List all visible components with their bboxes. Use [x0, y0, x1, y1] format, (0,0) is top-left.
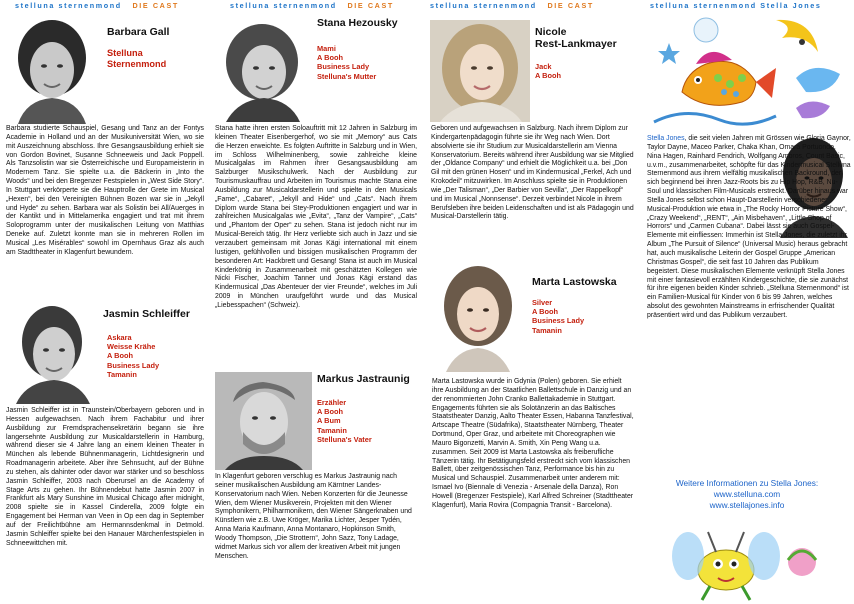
markus-jastraunig-roles — [317, 398, 372, 444]
role-item: A Booh — [532, 307, 558, 317]
barbara-gall-bio: Barbara studierte Schauspiel, Gesang und Tanz an der Fontys Academie in Holland und an der Musikuniversität Wien, wo sie mit Auszeichnung abschloss. Ihre Gesangsausbildung erhielt sie von Gordon Bovinet, Susanne Schneeweis und Jack Poppell. Als Tanzsolistin war sie Österreichische und Europameisterin in Modernem Tanz. Sie spielte u.a. die Bäckerin in „Into the Woods“ und bei den Bregenzer Festspielen in „West Side Story“. In Stuttgart verkörperte sie die Hauptrolle der Grete im Musical „Hexen“, bei den Vereinigten Bühnen Bozen war sie in „Jekyll und Hyde“ zu sehen. Barbara war als Solistin bei All/Auerges in der Kantikt und in Mittelamerika engagiert und trat mit ihrem Soloprogramm unter der musikalischen Leitung von Matthias Deneke auf. Zuletzt konnte man sie in mehreren Rollen im Musical „Les Misérables“ sowohl im Opernhaus Graz als auch am Stadttheater in Klagenfurt bewundern. — [6, 125, 204, 256]
role-item: A Bum — [317, 416, 341, 426]
role-item: Stelluna's Vater — [317, 434, 372, 444]
marta-lastowska-bio: Marta Lastowska wurde in Gdynia (Polen) geboren. Sie erhielt ihre Ausbildung an der Staatlichen Ballettschule in Danzig und an der renommierten John Cranko Ballettakademie in Stuttgart. Engagements führten sie als Solotänzerin an das Baltisches Staatstheater Danzig, Aalto Theater Essen, Habanna Tanzfestival, Artscape Theatre (Südafrika), Staatstheater Nürnberg, Theater Dortmund, Oper Graz, und arbeitete mit Choreographen wie Mauro Bigonzetti, Marvin A. Smith, Xin Peng Wang u.a. zusammen. Seit 2009 ist Marta Lastowska als freiberufliche Tänzerin tätig. Ihr Betätigungsfeld erstreckt sich vom klassischen Ballett, über zeitgenössischen Tanz, Performance bis hin zu Musical und Schauspiel. Zusammenarbeit unter anderem mit: Ismael Ivo (Biennale di Venezia - Arsenale della Danza), Ron Howell (Bregenzer Festspiele), Karl Alfred Schreiner (Stadttheater Klagenfurt), Maria Rovira (Compagnia Transit - Barcelona). — [432, 378, 634, 509]
column-header — [15, 1, 179, 10]
role-item: A Booh — [317, 53, 343, 63]
role-item: Sternenmond — [107, 59, 167, 69]
section-label: DIE CAST — [347, 1, 394, 10]
role-item: Tamanin — [532, 325, 562, 335]
stana-hezousky-roles — [317, 44, 376, 81]
jasmin-schleiffer-bio: Jasmin Schleiffer ist in Traunstein/Oberbayern geboren und in Hessen aufgewachsen. Nach ihrem Fachabitur und ihrer Ausbildung zur Fremdsprachensekretärin begann sie ihre langersehnte Ausbildung zur Musicaldarstellerin in Hamburg, während dieser sie 4 Jahre lang an einem kleinen Theater in München als lebende Bühnenmanagerin, Lichtdesignerin und Roadmanagerin arbeitete. Aber ihre Sehnsucht, auf der Bühne zu stehen, als dahinter oder davor war stärker und so beschloss Jasmin Schleiffer, 2003 nach Oberursel an die Academy of Stage Arts zu gehen. Ihr Bühnendebut hatte Jasmin 2007 in Frankfurt als Mary Sunshine im Musical Chicago after midnight, 2008 spielte sie in Kassel Cinderella, 2009 folgte ein Engagement bei Herman van Veen in Op een dag in September auf der Freilichtbühne am Hermannsdenkmal in Detmold. Jasmin Schleiffer spielte bei den Hanauer Märchenfestspielen in Schneewittchen mit. — [6, 407, 204, 547]
name-line: Rest-Lankmayer — [535, 38, 617, 50]
role-item: Weisse Krähe — [107, 342, 156, 352]
stella-jones-label: Stella Jones — [760, 1, 822, 10]
stana-hezousky-bio: Stana hatte ihren ersten Soloauftritt mit 12 Jahren in Salzburg im kleinen Theater Eisenbergerhof, wo sie mit „Memory“ aus Cats die Herzen erweichte. Es folgten Auftritte in Salzburg und in Wien, im Schloss Wilhelminenberg, sowie zahlreiche kleine Musicalgalas im Rahmen ihrer Gesangsausbildung am Salzburger Musikschulwerk. Nach der Ausbildung zur Tourismuskauffrau und Arbeiten im Tourismus machte Stana eine Ausbildung zur Musicaldarstellerin und spielte in den Musicals „Fame“, „Cabaret“, „Jekyll and Hide“ und „Cats“. Nach ihrem Diplom wurde Stana bei Stey-Produktionen engagiert und war in zahlreichen Musicalgalas wie „Evita“, „Tanz der Vampire“, „Cats“ und „Phantom der Oper“ zu sehen. Stana ist jedoch nicht nur im Musical-Bereich tätig. Ihr Herz verliebte sich auch in Jazz und sie verzaubert gemeinsam mit Jonas Kägi international mit einem lustigen, gefühlvollen und bissigen musikalischen Programm der besonderen Art: Hackbrett und Gesang! Stana ist auch im Musical Kinderkönig in Zusammenarbeit mit geschätzten Kollegen wie Nicki Fischer, Joachim Tanner und Jonas Kägi erstand das Kindermusical „Das Abenteuer der vier Freunde“, welches im Juli 2009 in München uraufgeführt wurde und das Musical „Liebesspachen“ (Schweiz). — [215, 125, 417, 309]
stelluna-website-link[interactable]: www.stelluna.com — [713, 489, 781, 499]
role-item: Jack — [535, 62, 552, 71]
role-item: Silver — [532, 298, 553, 307]
barbara-gall-name: Barbara Gall — [107, 26, 170, 38]
role-item: Business Lady — [317, 62, 370, 72]
role-item: Askara — [107, 333, 132, 342]
name-line: Nicole — [535, 26, 567, 38]
role-item: Stelluna's Mutter — [317, 71, 377, 81]
stella-jones-name: Stella Jones — [647, 135, 685, 142]
column-3 — [424, 0, 640, 604]
section-label: DIE CAST — [132, 1, 179, 10]
nicole-rest-lankmayer-roles — [535, 62, 561, 80]
brand-label: stelluna sternenmond — [650, 1, 757, 10]
barbara-gall-roles — [107, 48, 166, 70]
column-2 — [212, 0, 424, 604]
stella-jones-bio-text: , die seit vielen Jahren mit Grössen wie Gloria Gaynor, Taylor Dayne, Maceo Parker, Chaka Khan, Omara Portuondo, Nina Hagen, Rainhard Fendrich, Wolfgang Ambros, Count Basic, u.v.m., zusammenarbeitet, schöpfte für das Kindermusical Stelluna Sternenmond aus ihrem vielfältig musikalischen Backround, der sich beginnend bei ihren Jazz-Roots bis zu Hip Hop, R&B, Nu-Soul und klassischen Film-Musicals erstreckt. Darüber hinaus war Stella Jones selbst schon Haupt-Darstellerin verschiedener Musical-Produktion wie etwa in „The Rocky Horror Picture Show“, „Crazy Weekend“, „RENT“, „Ain Misbehaven“, „Little Shop of Horrors“ und „Carmen Cubana“. Dabei lässt sie auch Gospel-Elemente mit einfliessen: Immerhin ist Stella Jones, die zuletzt ihr Album „The Pursuit of Silence“ (Universal Music) heraus gebracht hat, auch musikalische Leiterin der Gospel Gruppe „American Christmas Gospel“, die seit fast 10 Jahren das Publikum begeistert. Diese musikalischen Elemente verknüpft Stella Jones mit einer fantasievoll erzählten Kindergeschichte, die sie zunächst für ihre eigenen beiden Kinder schrieb. „Stelluna Sternenmond“ ist ein Familien-Musical für Kinder von 6 bis 99 Jahren, welches absolut des gewohnten Mainstreams in erfrischender Qualität präsentiert wird und das Publikum verzaubert. — [647, 135, 851, 319]
column-4 — [640, 0, 854, 604]
brand-label: stelluna sternenmond — [430, 1, 537, 10]
role-item: Business Lady — [532, 316, 585, 326]
column-header — [650, 1, 821, 10]
marta-lastowska-name: Marta Lastowska — [532, 276, 617, 288]
jasmin-schleiffer-roles — [107, 333, 159, 379]
illustration-bugs — [656, 512, 846, 604]
stellajones-website-link[interactable]: www.stellajones.info — [709, 500, 785, 510]
jasmin-schleiffer-name: Jasmin Schleiffer — [103, 308, 190, 320]
markus-jastraunig-photo — [215, 372, 312, 470]
column-1 — [0, 0, 212, 604]
role-item: A Booh — [107, 351, 133, 361]
more-info-title: Weitere Informationen zu Stella Jones: — [675, 478, 819, 488]
illustration-fish-moon — [646, 12, 852, 132]
nicole-rest-lankmayer-photo — [430, 20, 530, 122]
markus-jastraunig-name: Markus Jastraunig — [317, 373, 410, 385]
markus-jastraunig-bio: In Klagenfurt geboren verschlug es Markus Jastraunig nach seiner musikalischen Ausbildung am Kärntner Landes-Konservatorium nach Wien. Neben Konzerten für die Jeunesse Wien, dem Wiener Musikverein, Projekten mit den Wiener Symphonikern, Philharmonikern, den Wiener Sängerknaben und Künstlern wie z.B. Uwe Kröger, Marika Lichter, Jesper Tydén, Anna Maria Kaufmann, Anna Montanaro, Hopkinson Smith, Woody Thompson, „Die Strottern“, John Sazz, Tony Ladage, widmet Markus sich vor allem der kreativen Arbeit mit jungen Menschen. — [215, 473, 412, 560]
nicole-rest-lankmayer-name — [535, 26, 617, 50]
role-item: Mami — [317, 44, 336, 53]
column-header — [230, 1, 394, 10]
role-item: Tamanin — [107, 369, 137, 379]
role-item: Stelluna — [107, 48, 143, 58]
nicole-rest-lankmayer-bio: Geboren und aufgewachsen in Salzburg. Nach ihrem Diplom zur Kindergartenpädagogin führte sie ihr Weg nach Wien. Dort absolvierte sie ihr Studium zur Musicaldarstellerin am Vienna Konservatorium. Bereits während ihrer Ausbildung war sie Mitglied der „Oldance Company“ und erhielt die Möglichkeit u.a. bei „Don Gil mit den grünen Hosen“ und im Kindermusical „Ferkel, Ach und Krokodeil“ mitzuwirken. Im Anschluss spielte sie in Produktionen wie „Der Talisman“, „Der Barbier von Sevilla“, „Der Rappelkopf“ und im Musical „Nonnsense“. Derzeit verbindet Nicole in ihrem Berufsleben ihre beiden Leidenschaften und ist als Pädagogin und Musical-Darstellerin tätig. — [431, 125, 634, 221]
column-header — [430, 1, 594, 10]
role-item: Erzähler — [317, 398, 347, 407]
jasmin-schleiffer-photo — [6, 302, 98, 404]
marta-lastowska-photo — [432, 262, 524, 372]
role-item: A Booh — [317, 407, 343, 417]
stana-hezousky-name: Stana Hezousky — [317, 17, 398, 29]
brand-label: stelluna sternenmond — [230, 1, 337, 10]
marta-lastowska-roles — [532, 298, 584, 335]
stana-hezousky-photo — [214, 18, 310, 122]
section-label: DIE CAST — [547, 1, 594, 10]
role-item: Tamanin — [317, 425, 347, 435]
role-item: Business Lady — [107, 360, 160, 370]
brand-label: stelluna sternenmond — [15, 1, 122, 10]
role-item: A Booh — [535, 71, 561, 81]
barbara-gall-photo — [6, 14, 98, 124]
stella-jones-bio — [647, 135, 851, 321]
